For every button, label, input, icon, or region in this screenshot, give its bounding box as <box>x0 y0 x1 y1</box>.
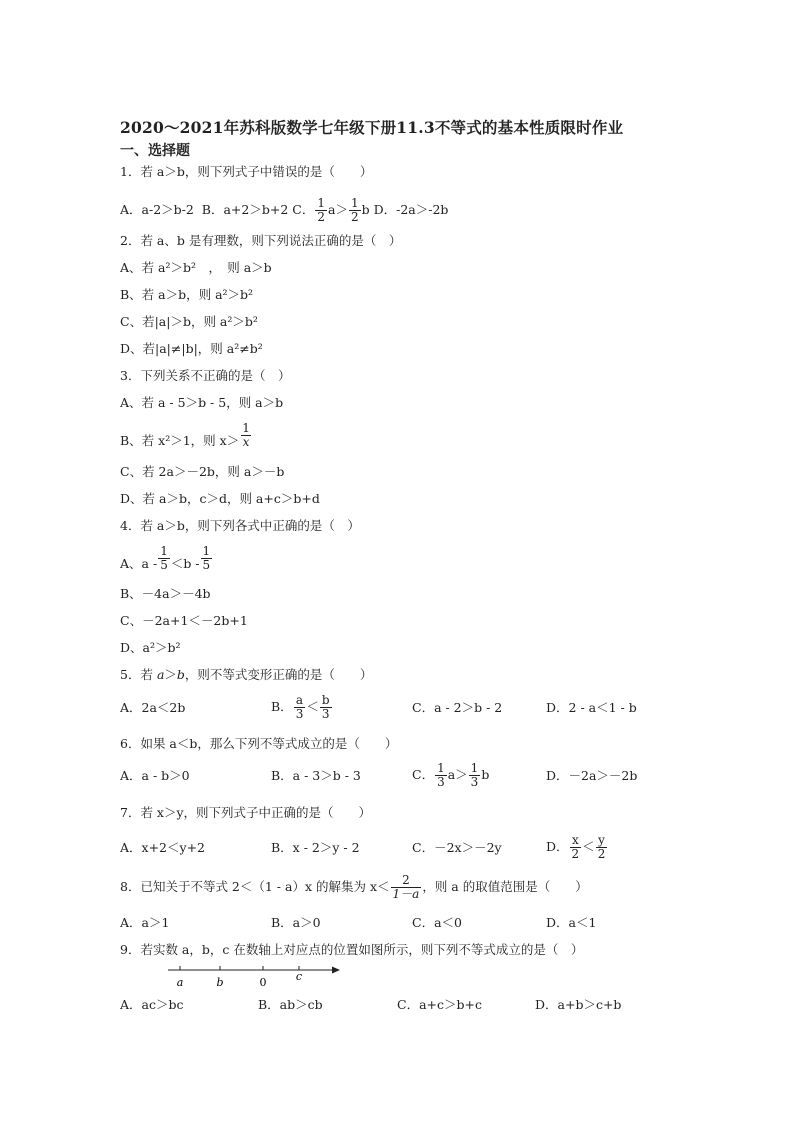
fraction: $\frac{a}{3}$ <box>295 693 304 721</box>
q9-option-c: C．a+c＞b+c <box>397 997 482 1012</box>
q4-option-a: A、a - $\frac{1}{5}$ ＜b - $\frac{1}{5}$ <box>120 544 211 572</box>
question-2-stem: 2．若 a、b 是有理数，则下列说法正确的是（ ） <box>120 233 402 248</box>
q4-option-c: C、－2a+1＜－2b+1 <box>120 613 248 628</box>
q5-option-c: C．a - 2＞b - 2 <box>412 700 503 715</box>
q3-option-d: D、若 a＞b，c＞d，则 a+c＞b+d <box>120 491 320 506</box>
number-line-figure <box>168 962 340 992</box>
q5-option-a: A．2a＜2b <box>120 700 186 715</box>
q7-option-a: A．x+2＜y+2 <box>120 840 205 855</box>
fraction: $\frac{1}{3}$ <box>437 761 445 789</box>
q3-option-b: B、若 x²＞1，则 x＞ $\frac{1}{x}$ <box>120 421 250 449</box>
fraction: $\frac{2}{1-a}$ <box>392 873 420 901</box>
question-1-options <box>120 197 448 224</box>
q3-option-a: A、若 a - 5＞b - 5，则 a＞b <box>120 395 284 410</box>
fraction: $\frac{1}{5}$ <box>160 544 168 572</box>
fraction: $\frac{x}{2}$ <box>571 833 580 861</box>
fraction: $\frac{1}{x}$ <box>242 421 250 449</box>
q6-option-b: B．a - 3＞b - 3 <box>271 768 361 783</box>
q2-option-b: B、若 a＞b，则 a²＞b² <box>120 287 254 302</box>
q6-option-a: A．a - b＞0 <box>120 768 190 783</box>
label-b: b <box>216 976 224 989</box>
fraction: $\frac{y}{2}$ <box>597 833 606 861</box>
q3-option-c: C、若 2a＞－2b，则 a＞－b <box>120 464 285 479</box>
question-7-stem: 7．若 x＞y，则下列式子中正确的是（ ） <box>120 805 372 820</box>
q2-option-d: D、若|a|≠|b|，则 a²≠b² <box>120 341 263 356</box>
fraction: $\frac{1}{2}$ <box>317 196 325 224</box>
q7-option-d: D． $\frac{x}{2}$ ＜ $\frac{y}{2}$ <box>546 833 606 861</box>
q8-option-c: C．a＜0 <box>412 915 462 930</box>
label-zero: 0 <box>259 976 267 989</box>
arrow-right-icon <box>332 967 340 974</box>
q2-option-a: A、若 a²＞b² ， 则 a＞b <box>120 260 272 275</box>
q1-option-a: A．a-2＞b-2 <box>120 202 194 217</box>
question-3-stem: 3．下列关系不正确的是（ ） <box>120 368 291 383</box>
q8-option-a: A．a＞1 <box>120 915 170 930</box>
q5-option-d: D．2 - a＜1 - b <box>546 700 637 715</box>
q2-option-c: C、若|a|＞b，则 a²＞b² <box>120 314 258 329</box>
q6-option-c: C． $\frac{1}{3}$ a＞ $\frac{1}{3}$ b <box>412 761 490 789</box>
q8-option-d: D．a＜1 <box>546 915 597 930</box>
q4-option-b: B、－4a＞－4b <box>120 586 211 601</box>
fraction: $\frac{1}{5}$ <box>202 544 211 572</box>
q1-option-c: C． $\frac{1}{2}$ a＞ $\frac{1}{2}$ b <box>292 196 370 224</box>
label-a: a <box>176 976 184 989</box>
q4-option-d: D、a²＞b² <box>120 640 181 655</box>
section-heading: 一、选择题 <box>120 143 190 159</box>
q8-option-b: B．a＞0 <box>271 915 321 930</box>
question-8-stem: 8．已知关于不等式 2＜（1 - a）x 的解集为 x＜ $\frac{2}{1-a}$ ，则 a 的取值范围是（ ） <box>120 873 588 901</box>
question-6-stem: 6．如果 a＜b，那么下列不等式成立的是（ ） <box>120 736 398 751</box>
q1-option-d: D．-2a＞-2b <box>373 202 449 217</box>
q9-option-b: B．ab＞cb <box>258 997 323 1012</box>
q5-option-b: B． $\frac{a}{3}$ ＜ $\frac{b}{3}$ <box>271 693 330 721</box>
page-title: 2020～2021年苏科版数学七年级下册11.3不等式的基本性质限时作业 <box>120 118 624 137</box>
q7-option-b: B．x - 2＞y - 2 <box>271 840 360 855</box>
question-4-stem: 4．若 a＞b，则下列各式中正确的是（ ） <box>120 518 360 533</box>
question-1-stem: 1．若 a＞b，则下列式子中错误的是（ ） <box>120 164 373 179</box>
q9-option-d: D．a+b＞c+b <box>535 997 622 1012</box>
q7-option-c: C．－2x＞－2y <box>412 840 502 855</box>
question-9-stem: 9．若实数 a，b，c 在数轴上对应点的位置如图所示，则下列不等式成立的是（ ） <box>120 942 584 957</box>
fraction: $\frac{b}{3}$ <box>321 693 330 721</box>
fraction: $\frac{1}{2}$ <box>350 196 359 224</box>
q1-option-b: B．a+2＞b+2 <box>201 202 289 217</box>
fraction: $\frac{1}{3}$ <box>470 761 479 789</box>
q6-option-d: D．－2a＞－2b <box>546 768 638 783</box>
question-5-stem: 5．若 a＞b，则不等式变形正确的是（ ） <box>120 667 373 682</box>
label-c: c <box>295 970 303 983</box>
q9-option-a: A．ac＞bc <box>120 997 184 1012</box>
